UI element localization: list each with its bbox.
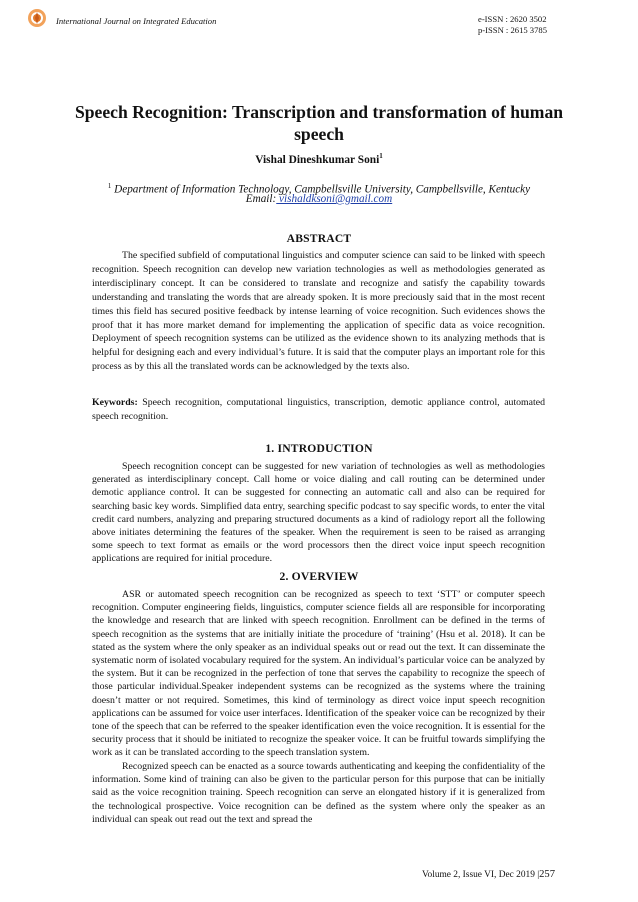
issn-block: [478, 14, 547, 36]
keywords-label: Keywords:: [92, 397, 138, 408]
footer-volume: Volume 2, Issue VI, Dec 2019 |: [421, 870, 540, 880]
abstract-heading: ABSTRACT: [286, 232, 352, 245]
paper-title: Speech Recognition: Transcription and transformation of human speech: [74, 102, 564, 144]
affiliation-text: Department of Information Technology, Campbellsville University, Campbellsville, Kentucky: [114, 183, 531, 196]
author-name: Vishal Dineshkumar Soni: [255, 153, 380, 166]
eissn: e-ISSN : 2620 3502: [478, 14, 547, 24]
journal-name: International Journal on Integrated Education: [56, 16, 217, 26]
overview-para-1: ASR or automated speech recognition can be recognized as speech to text ‘STT’ or computer speech recognition. Computer engineering fields, linguistics, computer science fields all are responsible for incorporating the knowledge and research that are linked with speech recognition. Enrollment can be defined in the terms of speech recognition as the systems that are initially initiate the procedure of ‘training’ (Hsu et al. 2018). It can be stated as the system where the only speaker as an individual speaks out or read out the text. It can disseminate the systematic norm of isolated vocabulary required for the system. An individual’s particular voice can be analyzed by the system. But it can be recognized in the perfection of tone that serves the capability to recognize the speech of those particular individual.Speaker independent systems can be recognized as the systems where the training doesn’t matter or not required. Sometimes, this kind of terminology as direct voice input speech recognition applications can be assumed for voice user interfaces. Identification of the speaker voice can be recognized by their tone of the speech that can be referred to the speaker identification even the voice recognition. It is essential for the security process that it should be initiated to recognize the speaker voice. It can be fruitful towards simplifying the work as it can be translated according to the speech translation system.: [92, 589, 545, 759]
affiliation-sup: 1: [107, 182, 112, 190]
email-line: [0, 193, 638, 205]
email-label: Email:: [245, 193, 277, 205]
introduction-heading: 1. INTRODUCTION: [265, 442, 373, 455]
overview-heading: 2. OVERVIEW: [279, 570, 359, 583]
overview-para-2: Recognized speech can be enacted as a source towards authenticating and keeping the confidentiality of the information. Some kind of training can also be given to the particular person for this purpose that can be initially said as the voice recognition training. Speech recognition can serve an elongated history if it is generalized from the technological prospective. Voice recognition can be defined as the system where only the speaker as an individual can speak out read out the text and spread the: [92, 761, 545, 825]
introduction-text: Speech recognition concept can be suggested for new variation of technologies as well as methodologies generated as interdisciplinary concept. Call home or voice dialing and call routing can be determined under demotic appliance control. It can be suggested for connecting an automatic call and also can be required for searching basic key words. Simplified data entry, searching specific podcast to say specific words, to enter the vital credit card numbers, analyzing and preparing structured documents as a kind of radiology report all the following above initiates determining the features of the speaker. When the requirement is seen to be raised as arranging some speech to text format as emails or the word processors then the direct voice input speech recognition applications are required for initial procedure.: [92, 461, 545, 565]
author-line: [0, 152, 638, 166]
abstract-text: The specified subfield of computational linguistics and computer science can said to be linked with speech recognition. Speech recognition can develop new variation technologies as well as methodologies generated as interdisciplinary concept. It can be considered to translate and recognize and satisfy the capability towards understanding and translating the words that are already spoken. It is more preciously said that in the most recent times this field has secured positive feedback by intense learning of voice recognition. Such evidences shows the proof that it has more market demand for implementing the application of specific data as voice recognition. Deployment of speech recognition systems can be utilized as the evidence shown to its analyzing methods that is helpful for designing each and every individual’s future. It is said that the computer plays an important role for this process as by this all the translated words can be acknowledged by the texts also.: [92, 250, 545, 373]
keywords-text: Speech recognition, computational linguistics, transcription, demotic appliance control, automated speech recognition.: [92, 397, 545, 422]
page-number: 257: [539, 869, 555, 880]
pissn: p-ISSN : 2615 3785: [478, 25, 547, 35]
keywords: [92, 396, 545, 424]
email-link[interactable]: vishaldksoni@gmail.com: [276, 193, 393, 205]
journal-logo-icon: [27, 8, 47, 28]
author-sup: 1: [379, 152, 383, 160]
page-footer: [422, 869, 555, 880]
